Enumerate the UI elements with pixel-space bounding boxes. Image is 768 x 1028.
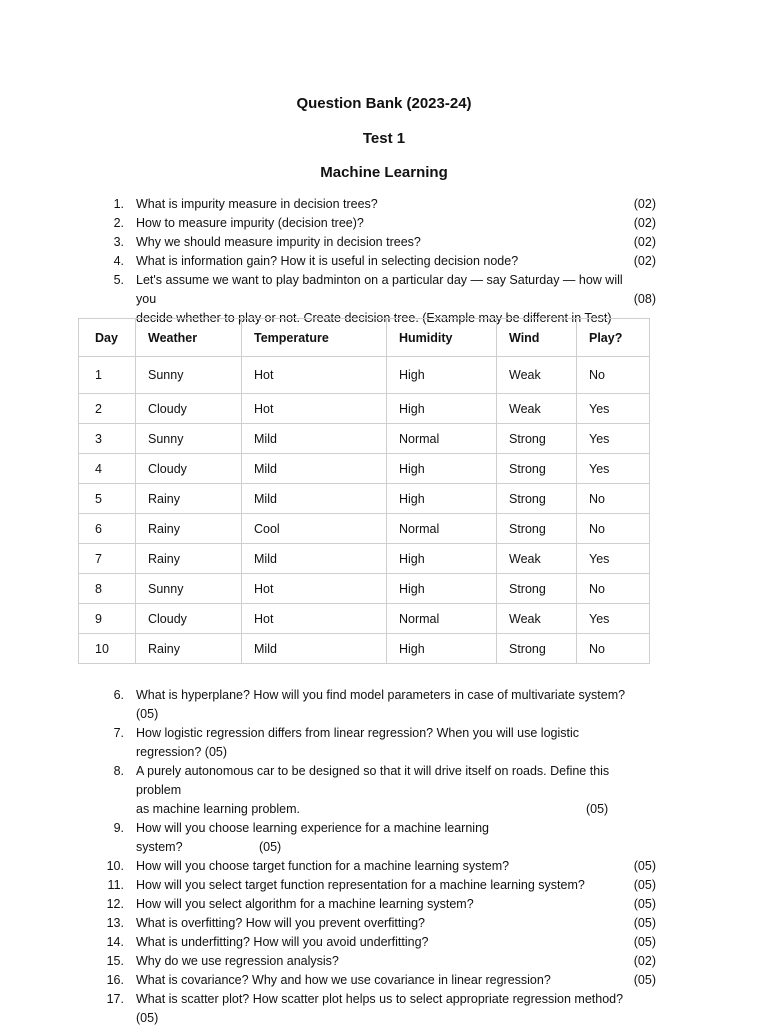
question-number: 8.: [113, 764, 124, 778]
question-number: 3.: [113, 235, 124, 249]
question-text-line: decide whether to play or not. Create decision tree. (Example may be different in Test): [136, 311, 612, 325]
question-text: [136, 762, 664, 800]
question-text: [136, 271, 664, 309]
question-number: 2.: [113, 216, 124, 230]
question-text-line: What is covariance? Why and how we use covariance in linear regression?: [136, 973, 551, 987]
table-cell: 10: [79, 634, 136, 664]
question-text: [136, 233, 664, 252]
question-text-line: A purely autonomous car to be designed so that it will drive itself on roads. Define this problem: [136, 764, 610, 797]
test-subtitle: Test 1: [362, 130, 406, 147]
question-item: [104, 686, 664, 724]
question-text-line: Why do we use regression analysis?: [136, 954, 339, 968]
table-cell: 4: [79, 454, 136, 484]
table-cell: Strong: [497, 634, 577, 664]
table-cell: Strong: [497, 484, 577, 514]
question-text: [136, 214, 664, 233]
table-cell: Cloudy: [136, 394, 242, 424]
question-text-line: Let's assume we want to play badminton on a particular day — say Saturday — how will you: [136, 273, 623, 306]
table-cell: Mild: [242, 424, 387, 454]
table-cell: Strong: [497, 514, 577, 544]
table-cell: No: [577, 634, 650, 664]
question-marks: (05): [633, 973, 656, 987]
table-cell: Hot: [242, 574, 387, 604]
page-title: Question Bank (2023-24): [296, 95, 472, 112]
table-cell: Mild: [242, 634, 387, 664]
table-cell: High: [387, 574, 497, 604]
question-number: 7.: [113, 726, 124, 740]
question-marks: (05): [585, 802, 609, 816]
question-list-top: [104, 195, 664, 328]
table-cell: Sunny: [136, 357, 242, 394]
table-cell: Weak: [497, 394, 577, 424]
table-cell: Hot: [242, 604, 387, 634]
table-cell: Strong: [497, 574, 577, 604]
question-number: 13.: [106, 916, 124, 930]
question-number: 1.: [113, 197, 124, 211]
table-cell: High: [387, 544, 497, 574]
table-cell: Hot: [242, 394, 387, 424]
question-text-line: How will you select algorithm for a machine learning system?: [136, 897, 474, 911]
table-row: [79, 484, 650, 514]
question-item: [104, 762, 664, 819]
table-cell: No: [577, 484, 650, 514]
table-row: [79, 544, 650, 574]
question-text-line: Why we should measure impurity in decision trees?: [136, 235, 421, 249]
question-list-bottom: [104, 686, 664, 1028]
question-item: [104, 724, 664, 762]
column-header: Humidity: [387, 319, 497, 357]
question-number: 14.: [106, 935, 124, 949]
table-cell: Hot: [242, 357, 387, 394]
table-cell: Sunny: [136, 574, 242, 604]
question-item: [104, 990, 664, 1028]
question-text-line: What is scatter plot? How scatter plot helps us to select appropriate regression method?(05): [136, 992, 624, 1025]
question-marks: (08): [633, 292, 656, 306]
table-row: [79, 357, 650, 394]
question-text: [136, 724, 664, 762]
question-text: [136, 914, 664, 933]
table-cell: Cloudy: [136, 454, 242, 484]
table-row: [79, 514, 650, 544]
question-item: [104, 214, 664, 233]
question-item: [104, 895, 664, 914]
table-cell: Rainy: [136, 544, 242, 574]
question-number: 12.: [106, 897, 124, 911]
question-text: [136, 971, 664, 990]
table-cell: Yes: [577, 454, 650, 484]
question-continuation: [136, 800, 664, 819]
question-item: [104, 819, 664, 857]
column-header: Weather: [136, 319, 242, 357]
question-text-line: as machine learning problem.: [136, 802, 300, 816]
question-number: 6.: [113, 688, 124, 702]
question-marks: (02): [633, 216, 656, 230]
decision-tree-dataset-table: [78, 318, 650, 664]
column-header: Wind: [497, 319, 577, 357]
table-cell: High: [387, 454, 497, 484]
table-cell: Normal: [387, 514, 497, 544]
question-item: [104, 195, 664, 214]
table-cell: Yes: [577, 394, 650, 424]
table-row: [79, 604, 650, 634]
column-header: Play?: [577, 319, 650, 357]
table-cell: Sunny: [136, 424, 242, 454]
table-cell: Rainy: [136, 634, 242, 664]
question-text: [136, 990, 664, 1028]
table-cell: Mild: [242, 544, 387, 574]
question-text: [136, 252, 664, 271]
question-marks: (02): [633, 954, 656, 968]
table-cell: 6: [79, 514, 136, 544]
question-number: 15.: [106, 954, 124, 968]
table-cell: Normal: [387, 604, 497, 634]
table-row: [79, 424, 650, 454]
table-cell: 3: [79, 424, 136, 454]
question-text: [136, 195, 664, 214]
table-cell: Weak: [497, 544, 577, 574]
table-cell: Weak: [497, 604, 577, 634]
table-cell: Strong: [497, 454, 577, 484]
table-cell: Weak: [497, 357, 577, 394]
table-row: [79, 574, 650, 604]
question-marks: (05): [633, 935, 656, 949]
question-text-line: What is overfitting? How will you prevent overfitting?: [136, 916, 426, 930]
table-cell: Cloudy: [136, 604, 242, 634]
table-cell: 7: [79, 544, 136, 574]
question-text-line: What is information gain? How it is useful in selecting decision node?: [136, 254, 519, 268]
table-cell: High: [387, 357, 497, 394]
column-header: Temperature: [242, 319, 387, 357]
table-cell: No: [577, 514, 650, 544]
question-text: [136, 686, 664, 724]
question-text: [136, 876, 664, 895]
question-item: [104, 952, 664, 971]
question-item: [104, 252, 664, 271]
column-header: Day: [79, 319, 136, 357]
question-marks: (02): [633, 235, 656, 249]
question-text-line: What is underfitting? How will you avoid underfitting?: [136, 935, 429, 949]
question-number: 9.: [113, 821, 124, 835]
table-cell: Mild: [242, 484, 387, 514]
question-text-line: How logistic regression differs from linear regression? When you will use logistic regression? (05): [136, 726, 580, 759]
table-cell: Yes: [577, 544, 650, 574]
question-text: [136, 895, 664, 914]
question-number: 5.: [113, 273, 124, 287]
table-cell: Yes: [577, 424, 650, 454]
question-item: [104, 876, 664, 895]
question-item: [104, 914, 664, 933]
question-text: [136, 952, 664, 971]
table-header-row: [79, 319, 650, 357]
question-number: 10.: [106, 859, 124, 873]
question-text-line: How to measure impurity (decision tree)?: [136, 216, 364, 230]
question-text: [136, 819, 664, 857]
table-cell: 1: [79, 357, 136, 394]
question-number: 16.: [106, 973, 124, 987]
question-text-line: What is hyperplane? How will you find model parameters in case of multivariate system? (05): [136, 688, 626, 721]
table-cell: 2: [79, 394, 136, 424]
table-cell: Mild: [242, 454, 387, 484]
question-item: [104, 233, 664, 252]
table-cell: High: [387, 484, 497, 514]
question-marks: (02): [633, 197, 656, 211]
question-item: [104, 971, 664, 990]
table-cell: No: [577, 357, 650, 394]
question-text-line: How will you select target function representation for a machine learning system?: [136, 878, 585, 892]
question-text: [136, 857, 664, 876]
question-number: 11.: [107, 878, 124, 892]
table-cell: Normal: [387, 424, 497, 454]
table-cell: Rainy: [136, 484, 242, 514]
question-marks: (05): [633, 897, 656, 911]
question-marks: (02): [633, 254, 656, 268]
table-cell: Yes: [577, 604, 650, 634]
question-marks: (05): [633, 859, 656, 873]
subject-heading: Machine Learning: [320, 164, 448, 181]
table-cell: Cool: [242, 514, 387, 544]
question-text-line: How will you choose learning experience for a machine learning system?: [136, 821, 489, 854]
question-marks: (05): [633, 878, 656, 892]
table-cell: 8: [79, 574, 136, 604]
table-cell: 5: [79, 484, 136, 514]
question-item: [104, 857, 664, 876]
table-cell: 9: [79, 604, 136, 634]
question-marks: (05): [633, 916, 656, 930]
question-number: 4.: [113, 254, 124, 268]
question-text-line: What is impurity measure in decision trees?: [136, 197, 378, 211]
table-cell: Rainy: [136, 514, 242, 544]
table-row: [79, 634, 650, 664]
question-text-line: How will you choose target function for a machine learning system?: [136, 859, 510, 873]
table-cell: High: [387, 634, 497, 664]
question-text: [136, 933, 664, 952]
table-row: [79, 394, 650, 424]
table-cell: No: [577, 574, 650, 604]
table-row: [79, 454, 650, 484]
question-number: 17.: [106, 992, 124, 1006]
table-cell: High: [387, 394, 497, 424]
question-item: [104, 933, 664, 952]
question-marks: (05): [258, 840, 282, 854]
table-cell: Strong: [497, 424, 577, 454]
